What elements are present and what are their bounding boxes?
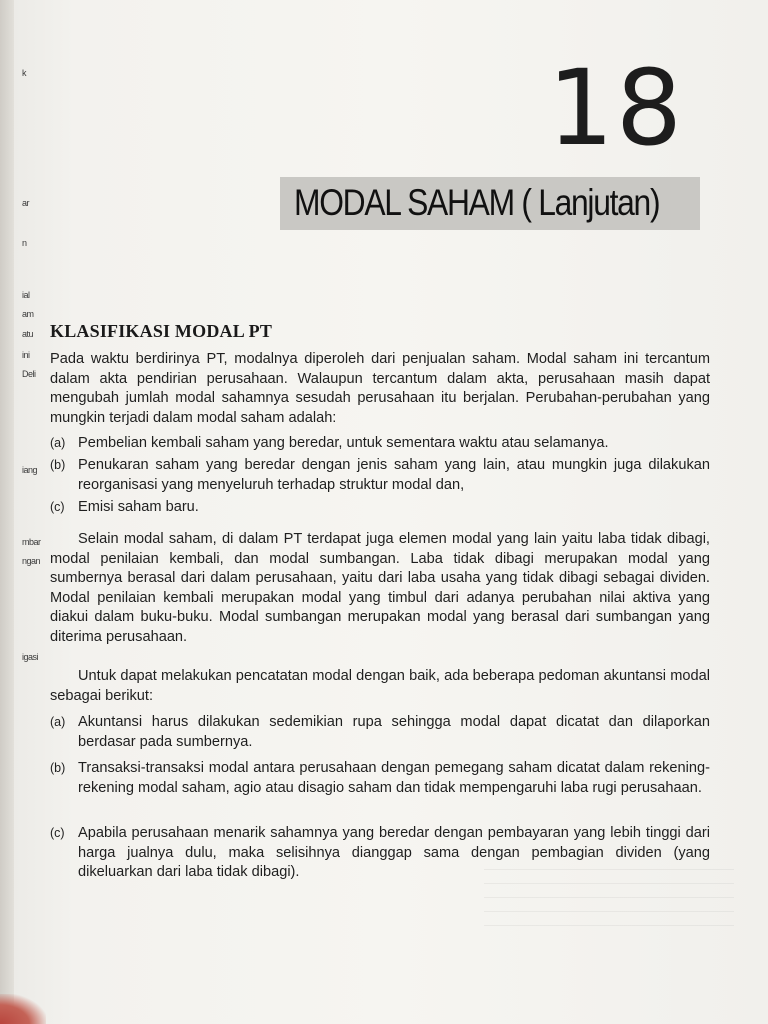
list-marker: (b) [50,458,66,472]
margin-fragment: atu [22,329,34,339]
list-item-text: Transaksi-transaksi modal antara perusahaan dengan pemegang saham dicatat dalam rekening-rekening modal saham, agio atau disagio saham dan tidak mempengaruhi laba rugi perusahaan. [78,760,710,796]
margin-fragment: k [22,68,26,78]
list-item-text: Penukaran saham yang beredar dengan jenis saham yang lain, atau mungkin juga dilakukan reorganisasi yang menyeluruh terhadap struktur modal dan, [78,457,710,493]
intro-paragraph: Pada waktu berdirinya PT, modalnya diperoleh dari penjualan saham. Modal saham ini tercantum dalam akta pendirian perusahaan. Walaupun tercantum dalam akta, perusahaan masih dapat mengubah jumlah modal sahamnya sesudah perusahaan itu berjalan. Perubahan-perubahan yang mungkin terjadi dalam modal saham adalah: [50,351,710,426]
list-marker: (c) [50,500,65,514]
section-heading: KLASIFIKASI MODAL PT [50,321,273,341]
margin-fragment: igasi [22,652,39,662]
chapter-number: 18 [547,47,684,169]
chapter-title: MODAL SAHAM ( Lanjutan) [294,182,660,223]
body-paragraph: Untuk dapat melakukan pencatatan modal dengan baik, ada beberapa pedoman akuntansi modal sebagai berikut: [50,668,710,704]
margin-fragment: am [22,309,34,319]
show-through-text [484,866,734,926]
binding-gutter [0,0,14,1024]
list-item-text: Apabila perusahaan menarik sahamnya yang beredar dengan pembayaran yang lebih tinggi dari harga jualnya dulu, maka selisihnya dianggap sama dengan pembagian dividen (yang dikeluarkan dari laba tidak dibagi). [78,825,710,880]
list-item-text: Akuntansi harus dilakukan sedemikian rupa sehingga modal dapat dicatat dan dilaporkan berdasar pada sumbernya. [78,714,710,750]
page-corner-stain [0,994,46,1024]
margin-fragment: ial [22,290,30,300]
list-marker: (a) [50,715,66,729]
list-marker: (c) [50,826,65,840]
list-item-text: Emisi saham baru. [78,499,199,515]
margin-fragment: Deli [22,369,36,379]
margin-fragment: ngan [22,556,41,566]
body-paragraph: Selain modal saham, di dalam PT terdapat juga elemen modal yang lain yaitu laba tidak dibagi, modal penilaian kembali, dan modal sumbangan. Laba tidak dibagi merupakan modal yang sumbernya berasal dari dalam perusahaan, yaitu dari laba usaha yang tidak dibagi sebagai dividen. Modal penilaian kembali merupakan modal yang timbul dari adanya perubahan nilai aktiva yang diakui dalam buku-buku. Modal sumbangan merupakan modal yang berasal dari sumbangan yang diterima perusahaan. [50,531,710,645]
list-marker: (b) [50,761,66,775]
list-marker: (a) [50,436,66,450]
margin-fragment: ini [22,350,30,360]
margin-fragment: n [22,238,27,248]
margin-fragment: mbar [22,537,41,547]
margin-fragment: iang [22,465,38,475]
list-item-text: Pembelian kembali saham yang beredar, untuk sementara waktu atau selamanya. [78,435,609,451]
book-page [14,0,768,1024]
margin-fragment: ar [22,198,30,208]
